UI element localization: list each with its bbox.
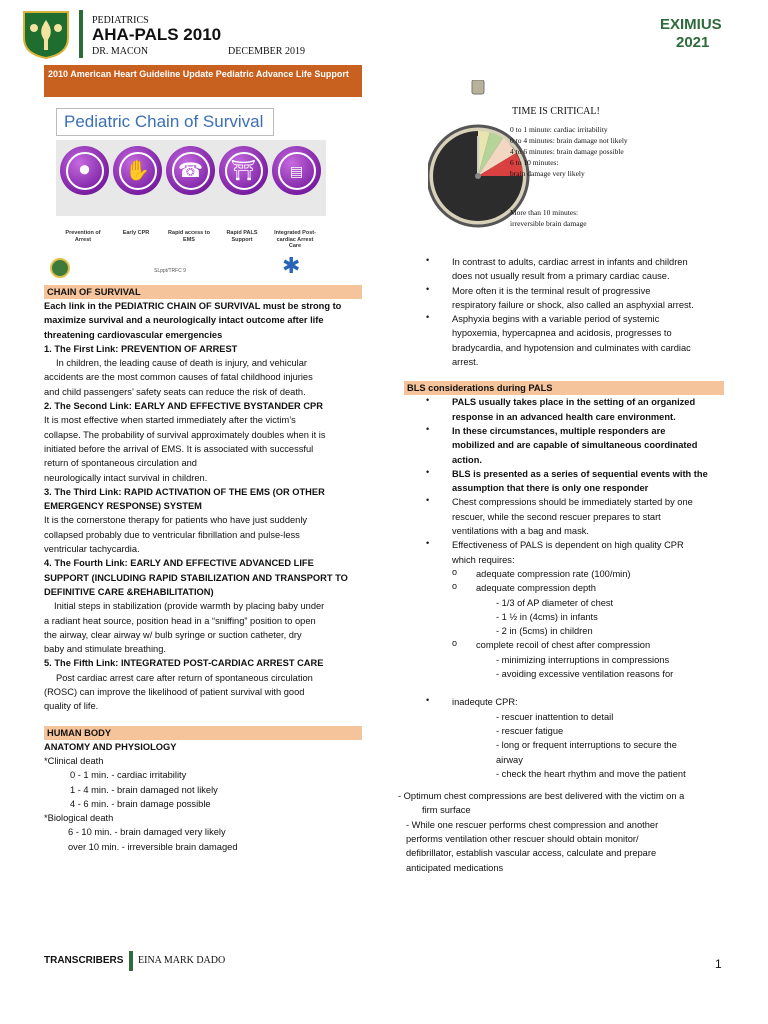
sub-item-recoil bbox=[404, 638, 724, 652]
bullet-line: More often it is the terminal result of progressive bbox=[452, 285, 651, 296]
depth-item-2: - 1 ½ in (4cms) in infants bbox=[496, 611, 598, 622]
bullet-icon: • bbox=[426, 695, 430, 706]
inadequate-item-3: - long or frequent interruptions to secure the bbox=[496, 740, 677, 751]
bullet-line: ventilations with a bag and mask. bbox=[452, 526, 589, 537]
closing-line-4: performs ventilation other rescuer should obtain monitor/ bbox=[406, 833, 639, 844]
bullet-line: response in an advanced health care environment. bbox=[452, 411, 676, 422]
bullet-line: which requires: bbox=[452, 554, 515, 565]
bullet-line: assumption that there is only one responder bbox=[452, 483, 649, 494]
chain-title: Pediatric Chain of Survival bbox=[64, 112, 264, 131]
bullet-line: action. bbox=[452, 454, 482, 465]
clock-line-4: 6 to 10 minutes: bbox=[510, 158, 559, 167]
bullet-line: In these circumstances, multiple responders are bbox=[452, 425, 666, 436]
clinical-item-1: 0 - 1 min. - cardiac irritability bbox=[70, 770, 187, 781]
caption-early-cpr: Early CPR bbox=[122, 230, 150, 236]
link4-body-1: Initial steps in stabilization (provide warmth by placing baby under bbox=[54, 601, 325, 612]
bullet-line: inadequte CPR: bbox=[452, 697, 518, 708]
brand-name: EXIMIUS bbox=[660, 16, 722, 33]
link1-body-1: In children, the leading cause of death is injury, and vehicular bbox=[56, 358, 307, 369]
bullet-line: mobilized and are capable of simultaneous coordinated bbox=[452, 440, 698, 451]
early-cpr-icon: ✋ bbox=[113, 146, 162, 195]
transcriber-names: EINA MARK DADO bbox=[138, 955, 226, 966]
inadequate-item-4: airway bbox=[496, 754, 523, 765]
bio-item-1: 6 - 10 min. - brain damaged very likely bbox=[68, 827, 226, 838]
intro-bullet-2 bbox=[404, 284, 724, 313]
header-divider bbox=[79, 10, 83, 58]
caption-post-arrest: Integrated Post-cardiac Arrest Care bbox=[274, 230, 316, 249]
bullet-icon: • bbox=[426, 466, 430, 477]
clinical-death-label: *Clinical death bbox=[44, 755, 104, 766]
caption-rapid-pals: Rapid PALS Support bbox=[226, 230, 258, 243]
time-is-critical-figure bbox=[428, 80, 648, 254]
caption-prevention: Prevention of Arrest bbox=[65, 230, 101, 243]
clock-line-3: 4 to 6 minutes: brain damage possible bbox=[510, 147, 624, 156]
brand-year: 2021 bbox=[676, 34, 710, 51]
link4-heading-1: 4. The Fourth Link: EARLY AND EFFECTIVE ADVANCED LIFE bbox=[44, 558, 314, 569]
monitor-icon: ▤ bbox=[272, 146, 321, 195]
link4-heading-3: DEFINITIVE CARE &REHABILITATION) bbox=[44, 586, 214, 597]
closing-line-3: - While one rescuer performs chest compression and another bbox=[406, 819, 659, 830]
bullet-line: rescuer, while the second rescuer prepares to start bbox=[452, 511, 661, 522]
closing-line-6: anticipated medications bbox=[406, 862, 504, 873]
bullet-line: PALS usually takes place in the setting of an organized bbox=[452, 397, 696, 408]
clock-line-5: brain damage very likely bbox=[510, 169, 585, 178]
bls-bullet-5 bbox=[404, 538, 724, 567]
clinical-item-3: 4 - 6 min. - brain damage possible bbox=[70, 798, 211, 809]
closing-line-1: - Optimum chest compressions are best delivered with the victim on a bbox=[398, 791, 685, 802]
inadequate-item-5: - check the heart rhythm and move the patient bbox=[496, 768, 686, 779]
document-date: DECEMBER 2019 bbox=[228, 46, 305, 57]
link3-body-3: ventricular tachycardia. bbox=[44, 544, 140, 555]
link3-heading-2: EMERGENCY RESPONSE) SYSTEM bbox=[44, 501, 202, 512]
anatomy-heading: ANATOMY AND PHYSIOLOGY bbox=[44, 741, 177, 752]
clinical-item-2: 1 - 4 min. - brain damaged not likely bbox=[70, 784, 218, 795]
caption-rapid-ems: Rapid access to EMS bbox=[168, 230, 210, 243]
footer-divider bbox=[129, 951, 133, 971]
link2-heading: 2. The Second Link: EARLY AND EFFECTIVE BYSTANDER CPR bbox=[44, 401, 323, 412]
bullet-icon: • bbox=[426, 283, 430, 294]
link5-body-3: quality of life. bbox=[44, 701, 99, 712]
recoil-item-1: - minimizing interruptions in compressions bbox=[496, 654, 670, 665]
footer-label: TRANSCRIBERS bbox=[44, 955, 124, 966]
link3-body-2: collapsed probably due to ventricular fibrillation and pulse-less bbox=[44, 529, 300, 540]
link5-body-1: Post cardiac arrest care after return of spontaneous circulation bbox=[56, 672, 313, 683]
bullet-line: does not usually result from a primary cardiac cause. bbox=[452, 271, 670, 282]
bullet-icon: • bbox=[426, 538, 430, 549]
bullet-line: respiratory failure or shock, also called an asphyxial arrest. bbox=[452, 299, 694, 310]
seal-logo-left bbox=[50, 258, 70, 278]
bullet-line: BLS is presented as a series of sequential events with the bbox=[452, 468, 708, 479]
chain-title-box bbox=[56, 108, 274, 136]
chain-footnote: SLppt/TRFC 9 bbox=[154, 268, 186, 274]
doctor-name: DR. MACON bbox=[92, 46, 149, 57]
bullet-icon: • bbox=[426, 255, 430, 265]
recoil-item-2: - avoiding excessive ventilation reasons for bbox=[496, 669, 674, 680]
sub-item-text: adequate compression rate (100/min) bbox=[476, 568, 631, 579]
bullet-line: arrest. bbox=[452, 357, 479, 368]
bullet-icon: • bbox=[426, 312, 430, 323]
link5-heading: 5. The Fifth Link: INTEGRATED POST-CARDIAC ARREST CARE bbox=[44, 658, 324, 669]
bls-heading: BLS considerations during PALS bbox=[404, 381, 724, 395]
school-logo bbox=[20, 8, 72, 60]
link2-body-3: initiated before the arrival of EMS. It is associated with successful bbox=[44, 443, 314, 454]
clock-line-6: More than 10 minutes: bbox=[510, 208, 579, 217]
circle-bullet-icon: o bbox=[452, 581, 458, 592]
bls-bullet-3 bbox=[404, 467, 724, 496]
link1-body-3: and child passengers’ safety seats can reduce the risk of death. bbox=[44, 386, 306, 397]
sub-item-text: adequate compression depth bbox=[476, 583, 596, 594]
closing-line-5: defibrillator, establish vascular access, calculate and prepare bbox=[406, 848, 657, 859]
clock-heading: TIME IS CRITICAL! bbox=[512, 106, 600, 117]
clock-line-1: 0 to 1 minute: cardiac irritability bbox=[510, 125, 608, 134]
bullet-line: Asphyxia begins with a variable period of systemic bbox=[452, 314, 660, 325]
inadequate-item-1: - rescuer inattention to detail bbox=[496, 711, 614, 722]
link4-heading-2: SUPPORT (INCLUDING RAPID STABILIZATION AND TRANSPORT TO bbox=[44, 572, 348, 583]
link4-body-2: a radiant heat source, position head in a “sniffing” position to open bbox=[44, 615, 316, 626]
link4-body-4: baby and stimulate breathing. bbox=[44, 644, 166, 655]
link1-heading: 1. The First Link: PREVENTION OF ARREST bbox=[44, 343, 238, 354]
human-body-heading: HUMAN BODY bbox=[44, 726, 362, 740]
closing-line-2: firm surface bbox=[422, 805, 471, 816]
prevention-icon: ⚫ bbox=[60, 146, 109, 195]
link2-body-2: collapse. The probability of survival approximately doubles when it is bbox=[44, 429, 326, 440]
chain-heading: CHAIN OF SURVIVAL bbox=[44, 285, 362, 299]
clock-line-2: 0 to 4 minutes: brain damage not likely bbox=[510, 136, 628, 145]
left-column bbox=[44, 285, 362, 854]
link3-body-1: It is the cornerstone therapy for patients who have just suddenly bbox=[44, 515, 308, 526]
right-column bbox=[398, 255, 724, 875]
inadequate-item-2: - rescuer fatigue bbox=[496, 725, 564, 736]
link3-heading-1: 3. The Third Link: RAPID ACTIVATION OF THE EMS (OR OTHER bbox=[44, 486, 325, 497]
bullet-icon: • bbox=[426, 423, 430, 434]
section-banner: 2010 American Heart Guideline Update Pediatric Advance Life Support bbox=[44, 65, 362, 97]
chain-intro-2: maximize survival and a neurologically intact outcome after life bbox=[44, 315, 324, 326]
intro-bullet-3 bbox=[404, 312, 724, 369]
circle-bullet-icon: o bbox=[452, 638, 458, 649]
clock-line-7: irreversible brain damage bbox=[510, 219, 587, 228]
document-title: AHA-PALS 2010 bbox=[92, 25, 222, 44]
circle-bullet-icon: o bbox=[452, 566, 458, 577]
chain-intro-3: threatening cardiovascular emergencies bbox=[44, 329, 223, 340]
chain-of-survival-figure bbox=[46, 104, 360, 282]
sub-item-rate bbox=[404, 567, 724, 581]
ambulance-icon: ⛩ bbox=[219, 146, 268, 195]
inadequate-bullet bbox=[404, 695, 724, 709]
bullet-line: Effectiveness of PALS is dependent on high quality CPR bbox=[452, 540, 684, 551]
bls-bullet-2 bbox=[404, 424, 724, 467]
link2-body-1: It is most effective when started immediately after the victim’s bbox=[44, 415, 296, 426]
bls-bullet-1 bbox=[404, 395, 724, 424]
depth-item-1: - 1/3 of AP diameter of chest bbox=[496, 597, 614, 608]
bullet-icon: • bbox=[426, 395, 430, 406]
intro-bullet-1 bbox=[404, 255, 724, 284]
link2-body-5: neurologically intact survival in children. bbox=[44, 472, 208, 483]
link5-body-2: (ROSC) can improve the likelihood of patient survival with good bbox=[44, 687, 305, 698]
bullet-line: Chest compressions should be immediately started by one bbox=[452, 497, 693, 508]
biological-death-label: *Biological death bbox=[44, 813, 114, 824]
bio-item-2: over 10 min. - irreversible brain damaged bbox=[68, 841, 238, 852]
bullet-line: hypoxemia, hypercapnea and acidosis, progresses to bbox=[452, 328, 672, 339]
sub-item-text: complete recoil of chest after compression bbox=[476, 640, 651, 651]
link1-body-2: accidents are the most common causes of fatal childhood injuries bbox=[44, 372, 313, 383]
star-of-life-icon: ✱ bbox=[282, 253, 301, 278]
subject-label: PEDIATRICS bbox=[92, 15, 149, 26]
bls-bullet-4 bbox=[404, 495, 724, 538]
chain-intro-1: Each link in the PEDIATRIC CHAIN OF SURVIVAL must be strong to bbox=[44, 301, 342, 311]
link4-body-3: the airway, clear airway w/ bulb syringe or suction catheter, dry bbox=[44, 629, 302, 640]
bullet-icon: • bbox=[426, 495, 430, 506]
link2-body-4: return of spontaneous circulation and bbox=[44, 458, 197, 469]
depth-item-3: - 2 in (5cms) in children bbox=[496, 626, 593, 637]
bullet-line: In contrast to adults, cardiac arrest in infants and children bbox=[452, 257, 688, 267]
sub-item-depth bbox=[404, 581, 724, 595]
ems-phone-icon: ☎ bbox=[166, 146, 215, 195]
page-number: 1 bbox=[715, 957, 722, 971]
bullet-line: bradycardia, and hypotension and culminates with cardiac bbox=[452, 342, 691, 353]
